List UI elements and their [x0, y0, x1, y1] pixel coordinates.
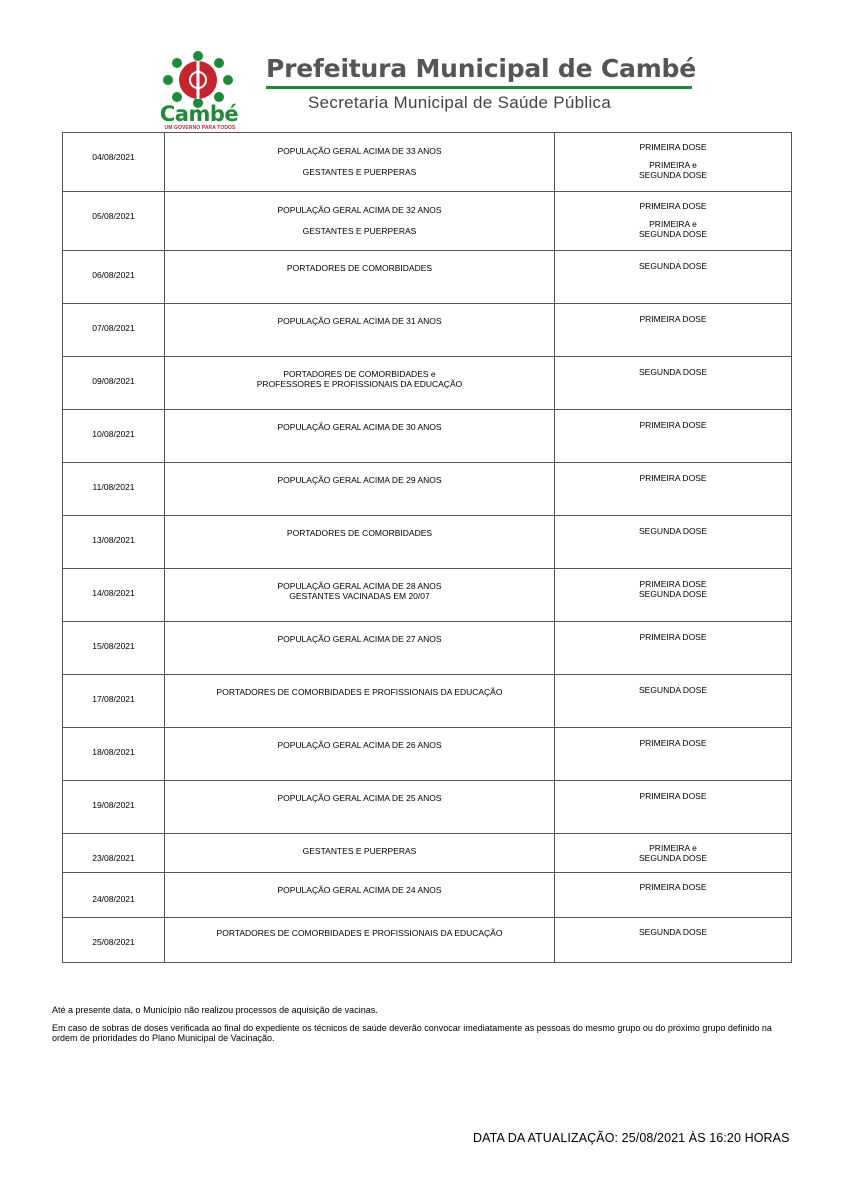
dose-cell: SEGUNDA DOSE: [555, 357, 792, 410]
table-row: [63, 463, 792, 516]
group-cell: POPULAÇÃO GERAL ACIMA DE 28 ANOS GESTANTES VACINADAS EM 20/07: [165, 569, 555, 622]
table-row: [63, 569, 792, 622]
date-cell: 13/08/2021: [63, 516, 165, 569]
date-cell: 06/08/2021: [63, 251, 165, 304]
page-header: [0, 0, 850, 132]
title-underline: [266, 86, 692, 89]
group-cell: PORTADORES DE COMORBIDADES e PROFESSORES E PROFISSIONAIS DA EDUCAÇÃO: [165, 357, 555, 410]
table-row: [63, 728, 792, 781]
table-row: [63, 918, 792, 963]
date-cell: 17/08/2021: [63, 675, 165, 728]
dose-cell: SEGUNDA DOSE: [555, 516, 792, 569]
date-cell: 09/08/2021: [63, 357, 165, 410]
date-cell: 05/08/2021: [63, 192, 165, 251]
date-cell: 24/08/2021: [63, 873, 165, 918]
dose-cell: PRIMEIRA DOSE PRIMEIRA e SEGUNDA DOSE: [555, 192, 792, 251]
table-row: [63, 410, 792, 463]
city-logo: [150, 48, 246, 134]
date-cell: 14/08/2021: [63, 569, 165, 622]
group-cell: PORTADORES DE COMORBIDADES E PROFISSIONAIS DA EDUCAÇÃO: [165, 675, 555, 728]
group-cell: PORTADORES DE COMORBIDADES: [165, 516, 555, 569]
footnotes: [52, 1005, 792, 1051]
group-cell: PORTADORES DE COMORBIDADES: [165, 251, 555, 304]
group-cell: POPULAÇÃO GERAL ACIMA DE 29 ANOS: [165, 463, 555, 516]
table-row: [63, 357, 792, 410]
logo-wordmark: Cambé: [159, 102, 239, 126]
dose-cell: PRIMEIRA DOSE PRIMEIRA e SEGUNDA DOSE: [555, 133, 792, 192]
group-cell: POPULAÇÃO GERAL ACIMA DE 33 ANOS GESTANTES E PUERPERAS: [165, 133, 555, 192]
dose-cell: PRIMEIRA DOSE: [555, 622, 792, 675]
group-cell: POPULAÇÃO GERAL ACIMA DE 25 ANOS: [165, 781, 555, 834]
table-row: [63, 781, 792, 834]
group-cell: POPULAÇÃO GERAL ACIMA DE 24 ANOS: [165, 873, 555, 918]
date-cell: 04/08/2021: [63, 133, 165, 192]
date-cell: 18/08/2021: [63, 728, 165, 781]
date-cell: 07/08/2021: [63, 304, 165, 357]
date-cell: 23/08/2021: [63, 834, 165, 873]
dose-cell: PRIMEIRA DOSE: [555, 873, 792, 918]
dose-cell: SEGUNDA DOSE: [555, 251, 792, 304]
group-cell: POPULAÇÃO GERAL ACIMA DE 27 ANOS: [165, 622, 555, 675]
group-cell: POPULAÇÃO GERAL ACIMA DE 32 ANOS GESTANTES E PUERPERAS: [165, 192, 555, 251]
group-cell: PORTADORES DE COMORBIDADES E PROFISSIONAIS DA EDUCAÇÃO: [165, 918, 555, 963]
dose-cell: PRIMEIRA DOSE: [555, 410, 792, 463]
group-cell: GESTANTES E PUERPERAS: [165, 834, 555, 873]
logo-emblem-icon: [150, 48, 246, 108]
group-cell: POPULAÇÃO GERAL ACIMA DE 26 ANOS: [165, 728, 555, 781]
date-cell: 15/08/2021: [63, 622, 165, 675]
dose-cell: PRIMEIRA DOSE: [555, 304, 792, 357]
table-row: [63, 133, 792, 192]
logo-slogan: UM GOVERNO PARA TODOS: [164, 125, 236, 131]
dose-cell: PRIMEIRA DOSE SEGUNDA DOSE: [555, 569, 792, 622]
table-row: [63, 873, 792, 918]
date-cell: 10/08/2021: [63, 410, 165, 463]
last-update-text: DATA DA ATUALIZAÇÃO: 25/08/2021 ÀS 16:20 HORAS: [473, 1131, 790, 1145]
note-leftover-doses: Em caso de sobras de doses verificada ao final do expediente os técnicos de saúde deverão convocar imediatamente as pessoas do mesmo grupo ou do próximo grupo definido na ordem de prioridades do Plano Municipal de Vacinação.: [52, 1022, 772, 1043]
date-cell: 19/08/2021: [63, 781, 165, 834]
table-row: [63, 675, 792, 728]
table-row: [63, 251, 792, 304]
vaccination-schedule-table: [62, 132, 792, 963]
page-title: Prefeitura Municipal de Cambé: [266, 54, 697, 83]
dose-cell: PRIMEIRA DOSE: [555, 728, 792, 781]
dose-cell: PRIMEIRA DOSE: [555, 463, 792, 516]
table-row: [63, 304, 792, 357]
page-subtitle: Secretaria Municipal de Saúde Pública: [308, 93, 612, 112]
note-acquisition: Até a presente data, o Município não realizou processos de aquisição de vacinas.: [52, 1005, 378, 1015]
table-row: [63, 516, 792, 569]
group-cell: POPULAÇÃO GERAL ACIMA DE 30 ANOS: [165, 410, 555, 463]
dose-cell: PRIMEIRA e SEGUNDA DOSE: [555, 834, 792, 873]
table-row: [63, 834, 792, 873]
date-cell: 11/08/2021: [63, 463, 165, 516]
table-row: [63, 622, 792, 675]
table-row: [63, 192, 792, 251]
dose-cell: PRIMEIRA DOSE: [555, 781, 792, 834]
date-cell: 25/08/2021: [63, 918, 165, 963]
dose-cell: SEGUNDA DOSE: [555, 675, 792, 728]
dose-cell: SEGUNDA DOSE: [555, 918, 792, 963]
group-cell: POPULAÇÃO GERAL ACIMA DE 31 ANOS: [165, 304, 555, 357]
